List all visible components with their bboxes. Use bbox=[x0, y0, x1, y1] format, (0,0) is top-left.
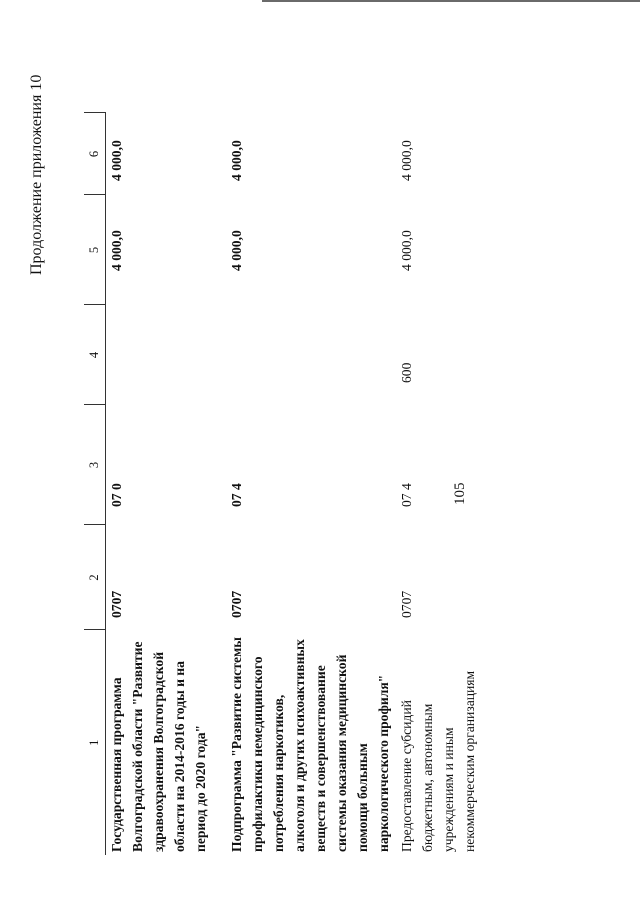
budget-table bbox=[84, 113, 506, 856]
table-row bbox=[396, 113, 506, 855]
row-expense-type: 600 bbox=[399, 362, 414, 383]
row-expense-type bbox=[226, 305, 396, 405]
table-row bbox=[226, 113, 396, 855]
row-name: Предоставление субсидий бюджетным, автономным учреждениям и иным некоммерческим организациям bbox=[399, 670, 477, 852]
row-target-code: 07 4 bbox=[399, 483, 414, 507]
row-section-code: 0707 bbox=[399, 590, 414, 618]
row-target-code: 07 4 bbox=[229, 483, 244, 507]
table-header-row bbox=[84, 113, 106, 855]
row-expense-type bbox=[106, 305, 227, 405]
row-section-code: 0707 bbox=[109, 590, 124, 618]
row-amount-2: 4 000,0 bbox=[229, 140, 244, 181]
col-header-5: 5 bbox=[84, 195, 106, 305]
page-number: 105 bbox=[452, 482, 468, 505]
row-amount-2: 4 000,0 bbox=[109, 140, 124, 181]
row-amount-1: 4 000,0 bbox=[399, 230, 414, 271]
appendix-continuation: Продолжение приложения 10 bbox=[28, 74, 45, 275]
col-header-4: 4 bbox=[84, 305, 106, 405]
col-header-1: 1 bbox=[84, 630, 106, 855]
row-name: Подпрограмма "Развитие системы профилактики немедицинского потребления наркотиков, алкоголя и других психоактивных веществ и совершенствование системы оказания медицинской помощи больным наркологического профиля" bbox=[229, 637, 391, 852]
col-header-3: 3 bbox=[84, 405, 106, 525]
row-amount-2: 4 000,0 bbox=[399, 140, 414, 181]
row-target-code: 07 0 bbox=[109, 483, 124, 507]
col-header-2: 2 bbox=[84, 525, 106, 630]
table-row bbox=[106, 113, 227, 855]
col-header-6: 6 bbox=[84, 113, 106, 195]
row-amount-1: 4 000,0 bbox=[229, 230, 244, 271]
row-name: Государственная программа Волгоградской области "Развитие здравоохранения Волгоградской области на 2014-2016 годы и на период до 2020 года" bbox=[109, 641, 208, 852]
row-section-code: 0707 bbox=[229, 590, 244, 618]
row-amount-1: 4 000,0 bbox=[109, 230, 124, 271]
